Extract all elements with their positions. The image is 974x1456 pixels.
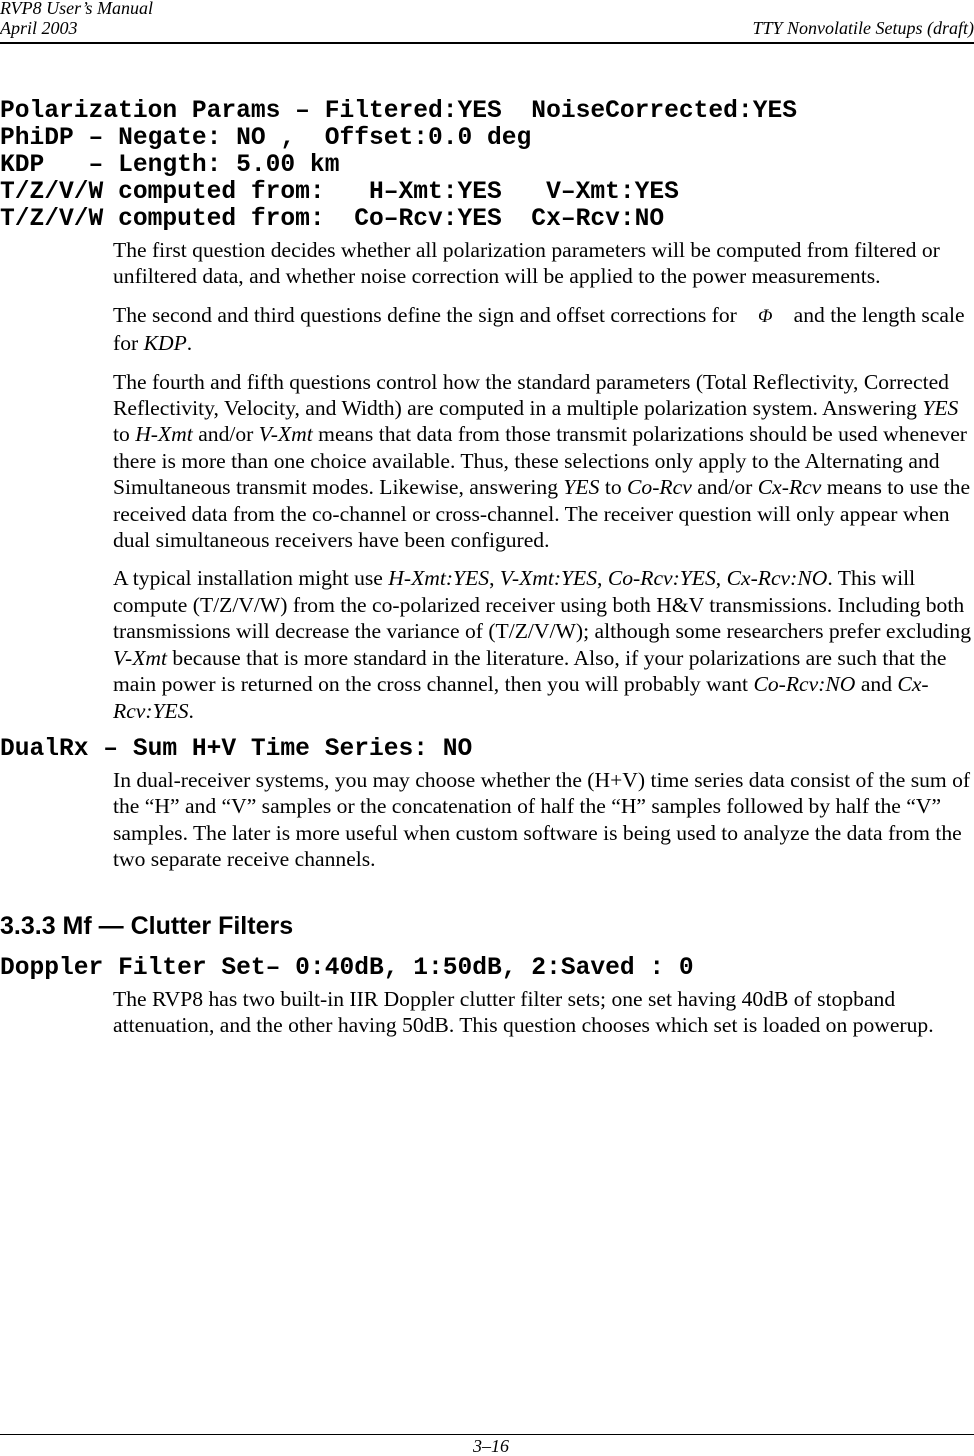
p4-cxrcv: Cx-Rcv:NO <box>726 566 828 591</box>
paragraph-tzvw <box>113 369 974 554</box>
p4-text-b: . This will compute (T/Z/V/W) from the co-polarized receiver using both H&V transmissions. Including both transmissions will decrease the variance of (T/Z/V/W); although some researchers prefer excluding <box>113 566 972 644</box>
p3-andor-2: and/or <box>697 475 753 500</box>
phi-symbol: Φ <box>758 305 773 327</box>
p2-text-b: and the length scale for <box>113 302 965 356</box>
p3-text-a: The fourth and fifth questions control how the standard parameters (Total Reflectivity, Corrected Reflectivity, Velocity, and Width) are computed in a multiple polarization system. Answering <box>113 369 949 421</box>
command-doppler-filter: Doppler Filter Set– 0:40dB, 1:50dB, 2:Saved : 0 <box>0 954 694 982</box>
p4-comma-1: , <box>489 566 495 591</box>
p4-text-a: A typical installation might use <box>113 566 383 591</box>
paragraph-typical-installation <box>113 565 974 723</box>
paragraph-filtered: The first question decides whether all polarization parameters will be computed from filtered or unfiltered data, and whether noise correction will be applied to the power measurements. <box>113 238 940 289</box>
page-header <box>0 0 974 44</box>
section-title: TTY Nonvolatile Setups (draft) <box>752 18 974 38</box>
p4-vxmt: V-Xmt:YES <box>499 566 598 591</box>
p3-to-2: to <box>604 475 622 500</box>
p4-cxrcv-yes: Cx-Rcv:YES <box>113 672 929 723</box>
p4-text-c: because that is more standard in the literature. Also, if your polarizations are such that the main power is returned on the cross channel, then you will probably want <box>113 645 947 697</box>
command-dualrx: DualRx – Sum H+V Time Series: NO <box>0 735 473 763</box>
p3-text-c: means to use the received data from the co-channel or cross-channel. The receiver question will only appear when dual simultaneous receivers have been configured. <box>113 475 971 553</box>
p4-comma-3: , <box>715 566 722 591</box>
p3-hxmt: H-Xmt <box>135 422 193 447</box>
p2-text-a: The second and third questions define the sign and offset corrections for <box>113 302 737 327</box>
p2-kdp: KDP <box>143 331 187 356</box>
page-content <box>0 98 974 1050</box>
p3-text-b: means that data from those transmit polarizations should be used whenever there is more than one choice available. Thus, these selections only apply to the Alternating and Simultaneous transmit modes. Likewise, answering <box>113 422 967 500</box>
p3-to-1: to <box>113 422 130 447</box>
p4-corcv: Co-Rcv:YES <box>607 566 716 591</box>
p3-cxrcv: Cx-Rcv <box>757 475 822 500</box>
manual-date: April 2003 <box>0 18 78 38</box>
page-footer <box>0 1434 974 1456</box>
p4-corcv-no: Co-Rcv:NO <box>753 672 856 697</box>
manual-title: RVP8 User’s Manual <box>0 0 153 18</box>
page-number: 3–16 <box>473 1436 509 1456</box>
section-heading: 3.3.3 Mf — Clutter Filters <box>0 911 294 940</box>
p3-corcv: Co-Rcv <box>627 475 692 500</box>
header-left <box>0 0 153 38</box>
paragraph-dual-receiver: In dual-receiver systems, you may choose whether the (H+V) time series data consist of the sum of the “H” and “V” samples or the concatenation of half the “H” samples followed by half the “V” samples. The later is more useful when custom software is being used to analyze the data from the two separate receive channels. <box>113 767 971 872</box>
p2-end: . <box>186 331 193 356</box>
command-phidp: PhiDP – Negate: NO , Offset:0.0 deg <box>0 125 532 152</box>
paragraph-phidp-kdp <box>113 302 974 357</box>
p4-comma-2: , <box>597 566 603 591</box>
command-kdp: KDP – Length: 5.00 km <box>0 152 340 179</box>
command-tzvw-rcv: T/Z/V/W computed from: Co–Rcv:YES Cx–Rcv:NO <box>0 206 665 233</box>
command-tzvw-xmt: T/Z/V/W computed from: H–Xmt:YES V–Xmt:YES <box>0 179 679 206</box>
p4-end: . <box>188 698 194 723</box>
paragraph-doppler: The RVP8 has two built-in IIR Doppler clutter filter sets; one set having 40dB of stopband attenuation, and the other having 50dB. This question chooses which set is loaded on powerup. <box>113 986 934 1037</box>
p4-and: and <box>860 672 893 697</box>
p4-hxmt: H-Xmt:YES <box>388 566 490 591</box>
p3-yes-1: YES <box>922 396 959 421</box>
p3-vxmt: V-Xmt <box>258 422 313 447</box>
p4-vxmt-2: V-Xmt <box>113 645 167 670</box>
command-polarization: Polarization Params – Filtered:YES NoiseCorrected:YES <box>0 98 797 125</box>
p3-yes-2: YES <box>563 475 600 500</box>
p3-andor-1: and/or <box>198 422 254 447</box>
